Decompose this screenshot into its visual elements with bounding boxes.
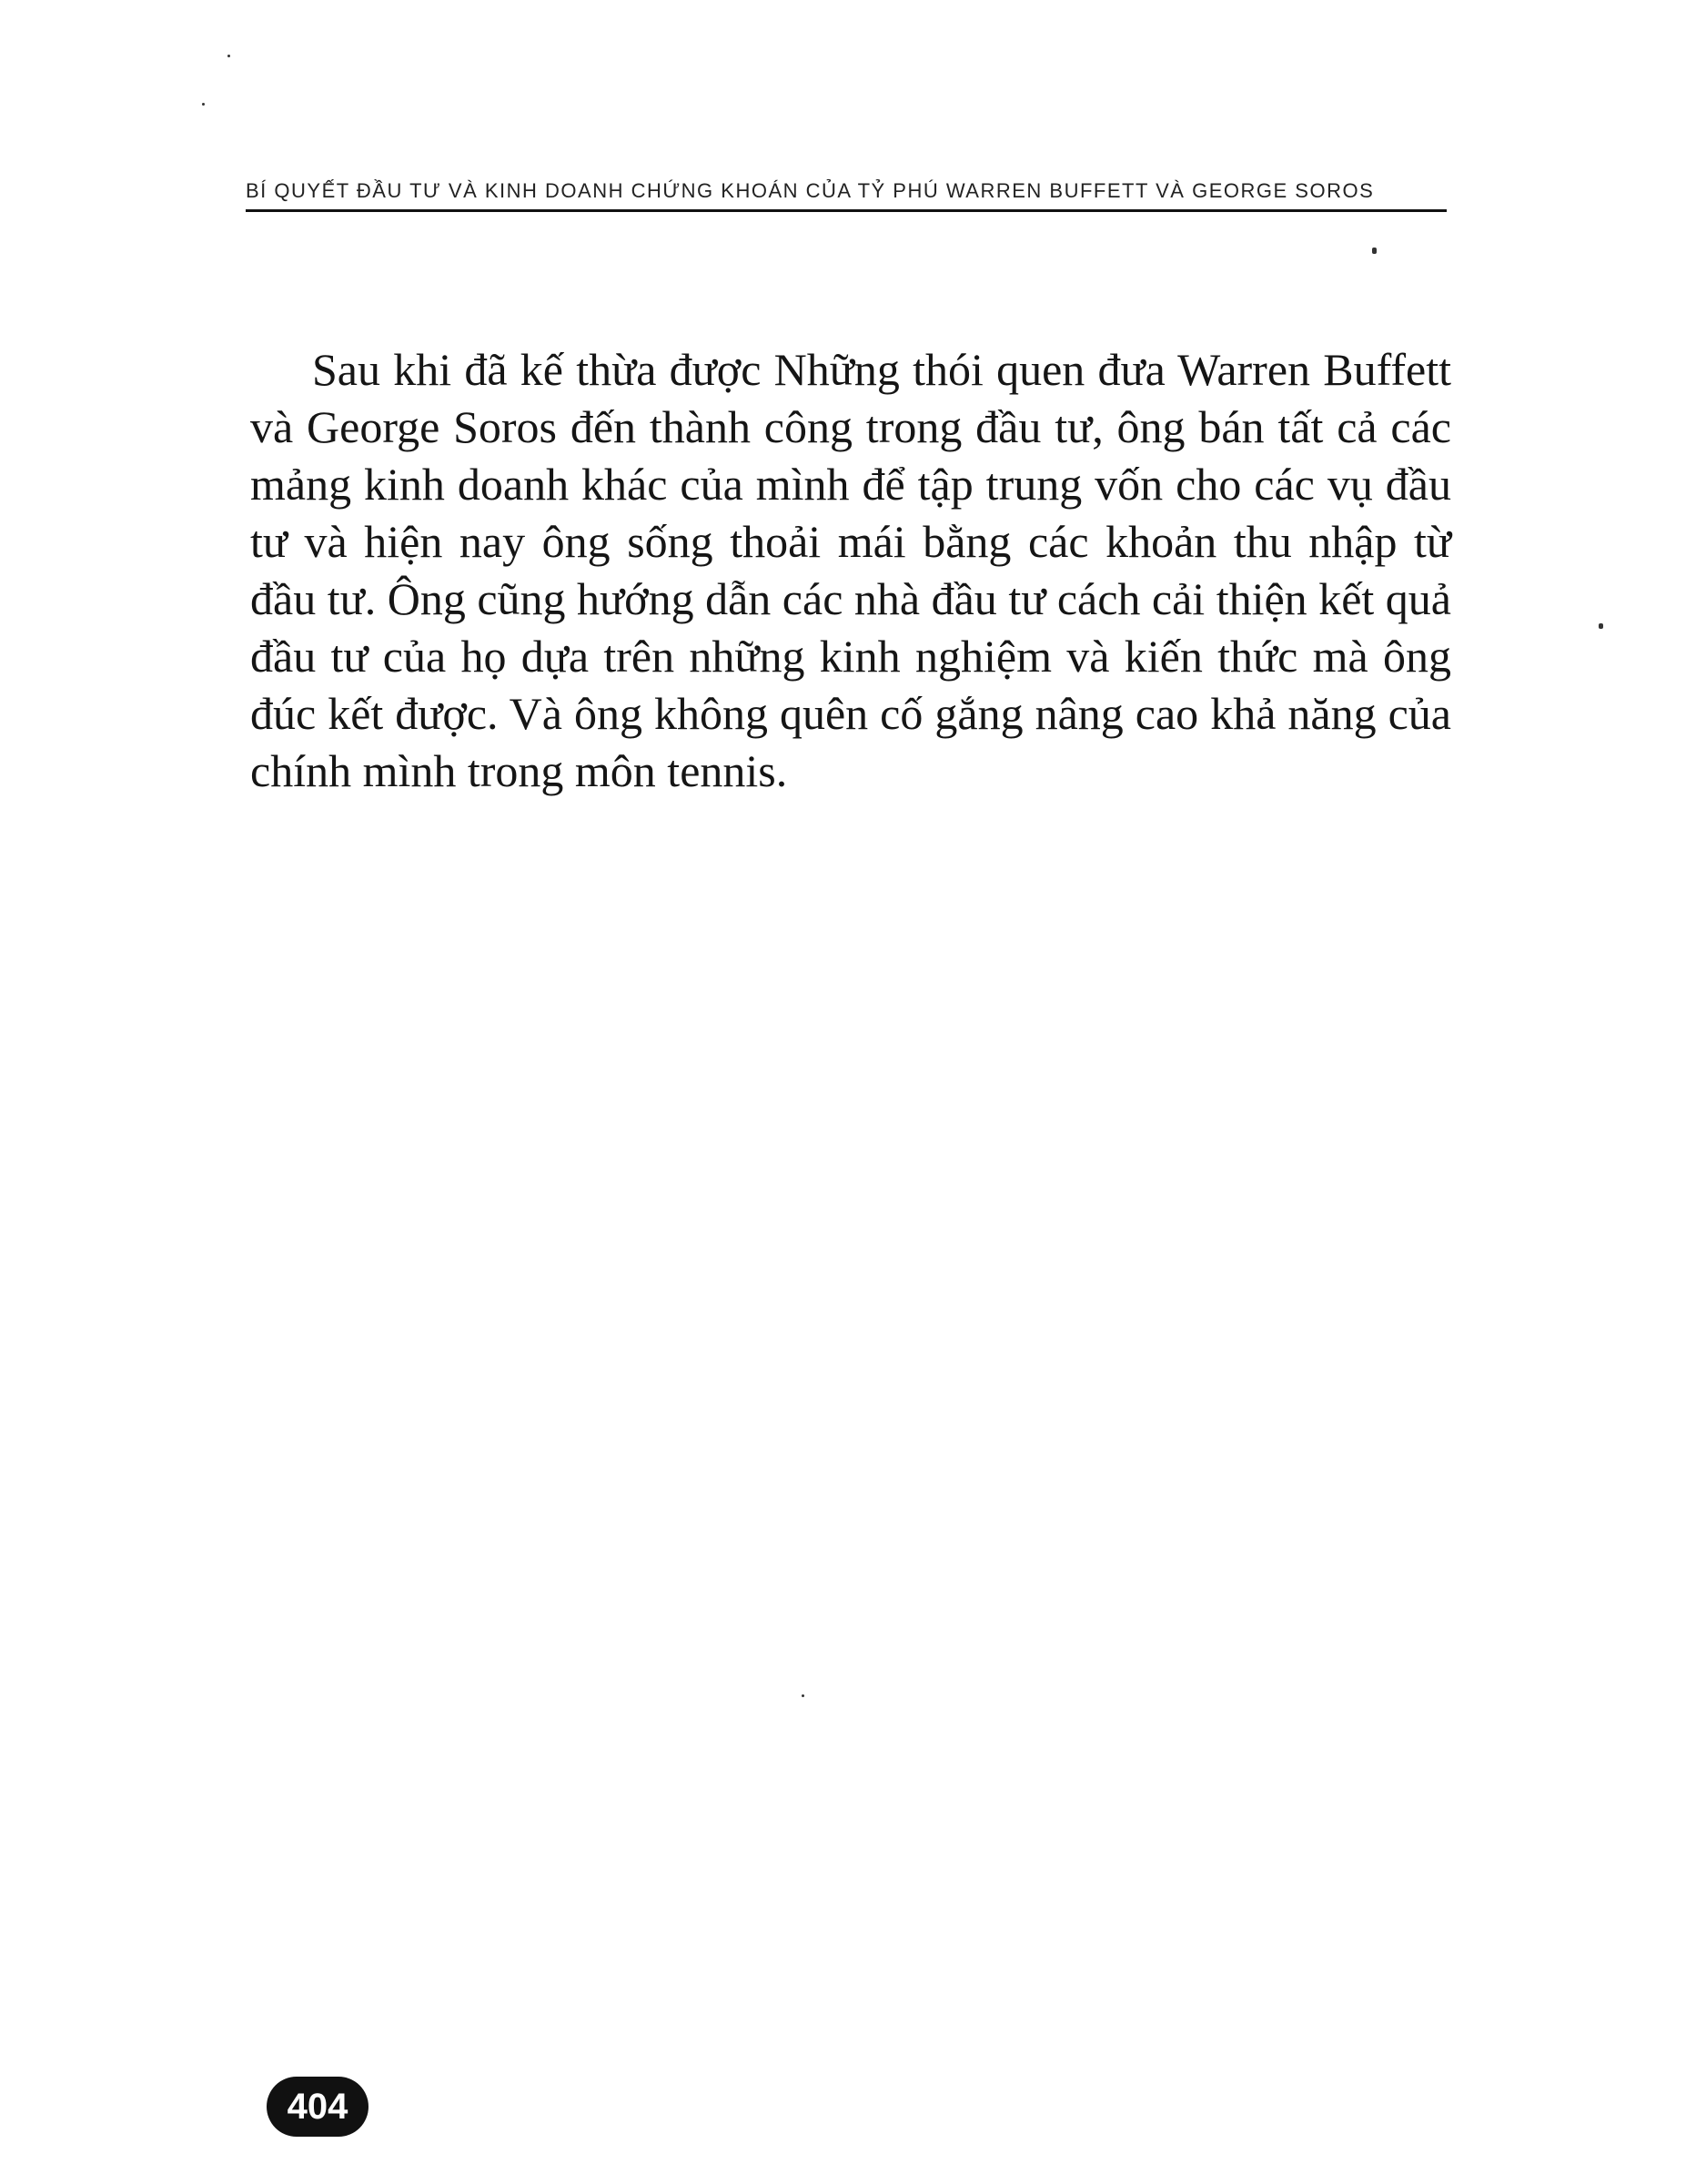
scan-speck bbox=[202, 103, 205, 106]
body-paragraph: Sau khi đã kế thừa được Những thói quen đưa Warren Buffett và George Soros đến thành công trong đầu tư, ông bán tất cả các mảng kinh doanh khác của mình để tập trung vốn cho các vụ đầu tư và hiện nay ông sống thoải mái bằng các khoản thu nhập từ đầu tư. Ông cũng hướng dẫn các nhà đầu tư cách cải thiện kết quả đầu tư của họ dựa trên những kinh nghiệm và kiến thức mà ông đúc kết được. Và ông không quên cố gắng nâng cao khả năng của chính mình trong môn tennis. bbox=[250, 344, 1451, 796]
running-header: BÍ QUYẾT ĐẦU TƯ VÀ KINH DOANH CHỨNG KHOÁN CỦA TỶ PHÚ WARREN BUFFETT VÀ GEORGE SOROS bbox=[246, 173, 1447, 212]
page-number-badge: 404 bbox=[267, 2077, 368, 2137]
scan-speck bbox=[802, 1694, 804, 1697]
scan-speck bbox=[1372, 248, 1377, 254]
scan-speck bbox=[227, 55, 230, 57]
scan-speck bbox=[1599, 623, 1603, 629]
